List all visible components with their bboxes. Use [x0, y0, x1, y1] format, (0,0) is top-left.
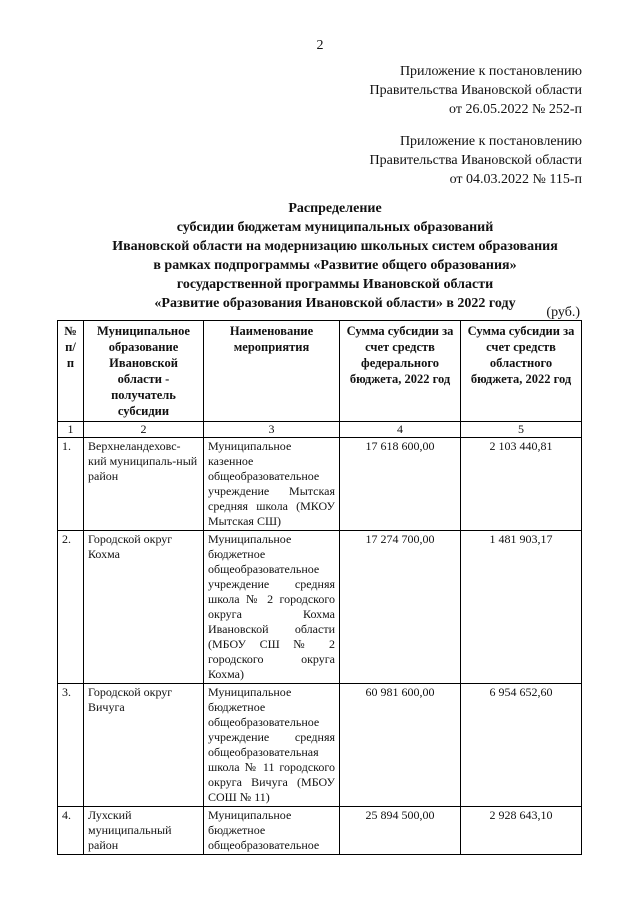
appendix-previous-line1: Приложение к постановлению — [399, 134, 582, 149]
federal-amount: 17 274 700,00 — [340, 531, 461, 684]
regional-amount: 2 103 440,81 — [461, 438, 582, 531]
regional-amount: 2 928 643,10 — [461, 807, 582, 855]
municipality-cell: Лухский муниципальный район — [84, 807, 204, 855]
column-number-row — [58, 422, 582, 438]
title-line3: Ивановской области на модернизацию школьных систем образования — [112, 239, 558, 254]
header-federal: Сумма субсидии за счет средств федерального бюджета, 2022 год — [340, 321, 461, 422]
appendix-previous-line3: от 04.03.2022 № 115-п — [449, 172, 582, 187]
table-row — [58, 684, 582, 807]
title-line6: «Развитие образования Ивановской области» в 2022 году — [154, 296, 516, 311]
currency-unit: (руб.) — [546, 305, 580, 320]
municipality-cell: Городской округ Вичуга — [84, 684, 204, 807]
subsidy-table — [57, 320, 582, 855]
measure-cell: Муниципальное бюджетное общеобразовательное — [204, 807, 340, 855]
column-number: 3 — [204, 422, 340, 438]
title-line5: государственной программы Ивановской области — [176, 277, 494, 292]
title-line1: Распределение — [288, 201, 382, 216]
header-municipality: Муниципальное образование Ивановской области - получатель субсидии — [84, 321, 204, 422]
regional-amount: 1 481 903,17 — [461, 531, 582, 684]
header-row — [58, 321, 582, 422]
title-line2: субсидии бюджетам муниципальных образований — [176, 220, 494, 235]
measure-cell: Муниципальное бюджетное общеобразовательное учреждение средняя школа № 2 городского округа Кохма Ивановской области (МБОУ СШ № 2 городского округа Кохма) — [204, 531, 340, 684]
header-regional: Сумма субсидии за счет средств областного бюджета, 2022 год — [461, 321, 582, 422]
municipality-cell: Городской округ Кохма — [84, 531, 204, 684]
page-number: 2 — [316, 38, 324, 53]
row-number: 1. — [58, 438, 84, 531]
federal-amount: 25 894 500,00 — [340, 807, 461, 855]
appendix-current-line1: Приложение к постановлению — [399, 64, 582, 79]
federal-amount: 17 618 600,00 — [340, 438, 461, 531]
municipality-cell: Верхнеландеховс-кий муниципаль-ный район — [84, 438, 204, 531]
table-row — [58, 531, 582, 684]
row-number: 2. — [58, 531, 84, 684]
header-measure: Наименование мероприятия — [204, 321, 340, 422]
header-num: № п/п — [58, 321, 84, 422]
appendix-current-line2: Правительства Ивановской области — [369, 83, 582, 98]
regional-amount: 6 954 652,60 — [461, 684, 582, 807]
document-title — [40, 199, 630, 313]
column-number: 5 — [461, 422, 582, 438]
column-number: 1 — [58, 422, 84, 438]
federal-amount: 60 981 600,00 — [340, 684, 461, 807]
measure-cell: Муниципальное бюджетное общеобразовательное учреждение средняя общеобразовательная школа № 11 городского округа Вичуга (МБОУ СОШ № 11) — [204, 684, 340, 807]
table-row — [58, 438, 582, 531]
appendix-current-line3: от 26.05.2022 № 252-п — [449, 102, 582, 117]
appendix-previous — [370, 132, 582, 189]
column-number: 4 — [340, 422, 461, 438]
appendix-previous-line2: Правительства Ивановской области — [369, 153, 582, 168]
appendix-current — [370, 62, 582, 119]
row-number: 3. — [58, 684, 84, 807]
column-number: 2 — [84, 422, 204, 438]
row-number: 4. — [58, 807, 84, 855]
title-line4: в рамках подпрограммы «Развитие общего образования» — [153, 258, 517, 273]
table-row — [58, 807, 582, 855]
measure-cell: Муниципальное казенное общеобразовательное учреждение Мытская средняя школа (МКОУ Мытская СШ) — [204, 438, 340, 531]
